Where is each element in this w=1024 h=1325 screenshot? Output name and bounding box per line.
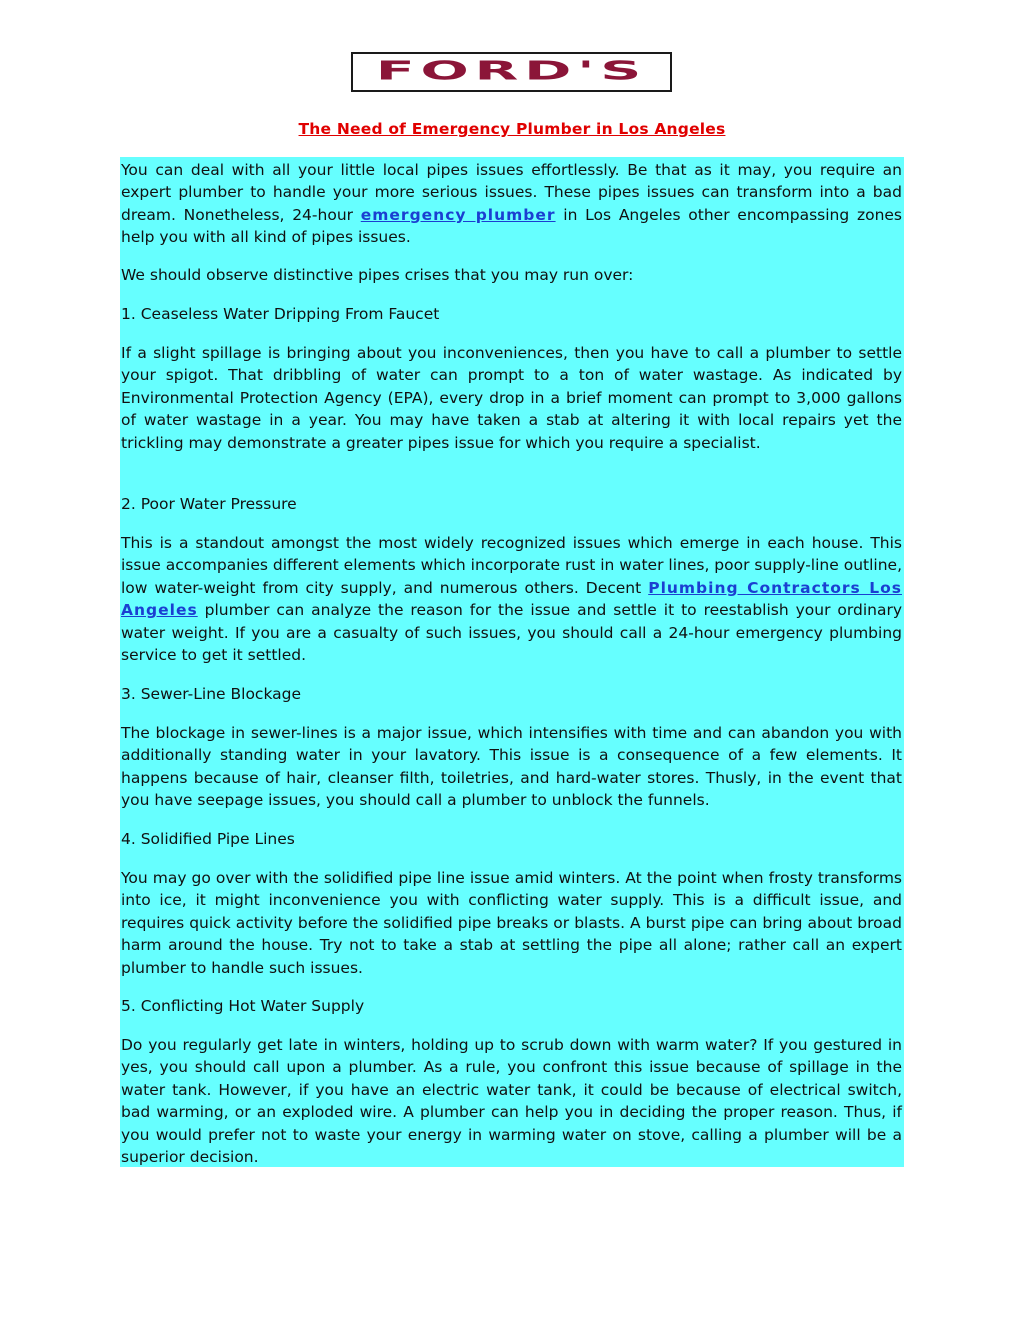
observe-paragraph: We should observe distinctive pipes crises that you may run over: xyxy=(121,266,634,284)
page-title: The Need of Emergency Plumber in Los Angeles xyxy=(298,120,726,138)
fords-logo xyxy=(351,52,672,92)
section-paragraph-5: Do you regularly get late in winters, holding up to scrub down with warm water? If you gestured in yes, you should call upon a plumber. As a rule, you confront this issue because of spillage in the water tank. However, if you have an electric water tank, it could be because of electrical switch, bad warming, or an exploded wire. A plumber can help you in deciding the proper reason. Thus, if you would prefer not to waste your energy in warming water on stove, calling a plumber will be a superior decision. xyxy=(121,1036,902,1167)
emergency-plumber-link[interactable]: emergency plumber xyxy=(360,205,556,224)
section-heading-2: 2. Poor Water Pressure xyxy=(121,495,297,513)
article-body xyxy=(120,157,904,1167)
section-paragraph-4: You may go over with the solidified pipe line issue amid winters. At the point when frosty transforms into ice, it might inconvenience you with conflicting water supply. This is a difficult issue, and requires quick activity before the solidified pipe breaks or blasts. A burst pipe can bring about broad harm around the house. Try not to take a stab at settling the pipe all alone; rather call an expert plumber to handle such issues. xyxy=(121,869,902,977)
section-heading-4: 4. Solidified Pipe Lines xyxy=(121,830,295,848)
logo-text: FORD'S xyxy=(375,56,648,87)
section-paragraph-1: If a slight spillage is bringing about you inconveniences, then you have to call a plumber to settle your spigot. That dribbling of water can prompt to a ton of water wastage. As indicated by Environmental Protection Agency (EPA), every drop in a brief moment can prompt to 3,000 gallons of water wastage in a year. You may have taken a stab at altering it with local repairs yet the trickling may demonstrate a greater pipes issue for which you require a specialist. xyxy=(121,344,902,452)
section-heading-1: 1. Ceaseless Water Dripping From Faucet xyxy=(121,305,440,323)
logo-wordmark xyxy=(356,57,667,87)
section-paragraph-2: This is a standout amongst the most widely recognized issues which emerge in each house. This issue accompanies different elements which incorporate rust in water lines, poor supply-line outline, low water-weight from city supply, and numerous others. Decent Plumbing Contractors Los Angeles plumber can analyze the reason for the issue and settle it to reestablish your ordinary water weight. If you are a casualty of such issues, you should call a 24-hour emergency plumbing service to get it settled. xyxy=(121,534,902,665)
section-heading-3: 3. Sewer-Line Blockage xyxy=(121,685,302,703)
intro-paragraph: You can deal with all your little local pipes issues effortlessly. Be that as it may, you require an expert plumber to handle your more serious issues. These pipes issues can transform into a bad dream. Nonetheless, 24-hour emergency plumber in Los Angeles other encompassing zones help you with all kind of pipes issues. xyxy=(121,161,903,247)
plumbing-contractors-link[interactable]: Plumbing Contractors Los Angeles xyxy=(121,578,902,620)
section-heading-5: 5. Conflicting Hot Water Supply xyxy=(121,997,365,1015)
section-paragraph-3: The blockage in sewer-lines is a major issue, which intensifies with time and can abandon you with additionally standing water in your lavatory. This issue is a consequence of a few elements. It happens because of hair, cleanser filth, toiletries, and hard-water stores. Thusly, in the event that you have seepage issues, you should call a plumber to unblock the funnels. xyxy=(121,724,902,810)
